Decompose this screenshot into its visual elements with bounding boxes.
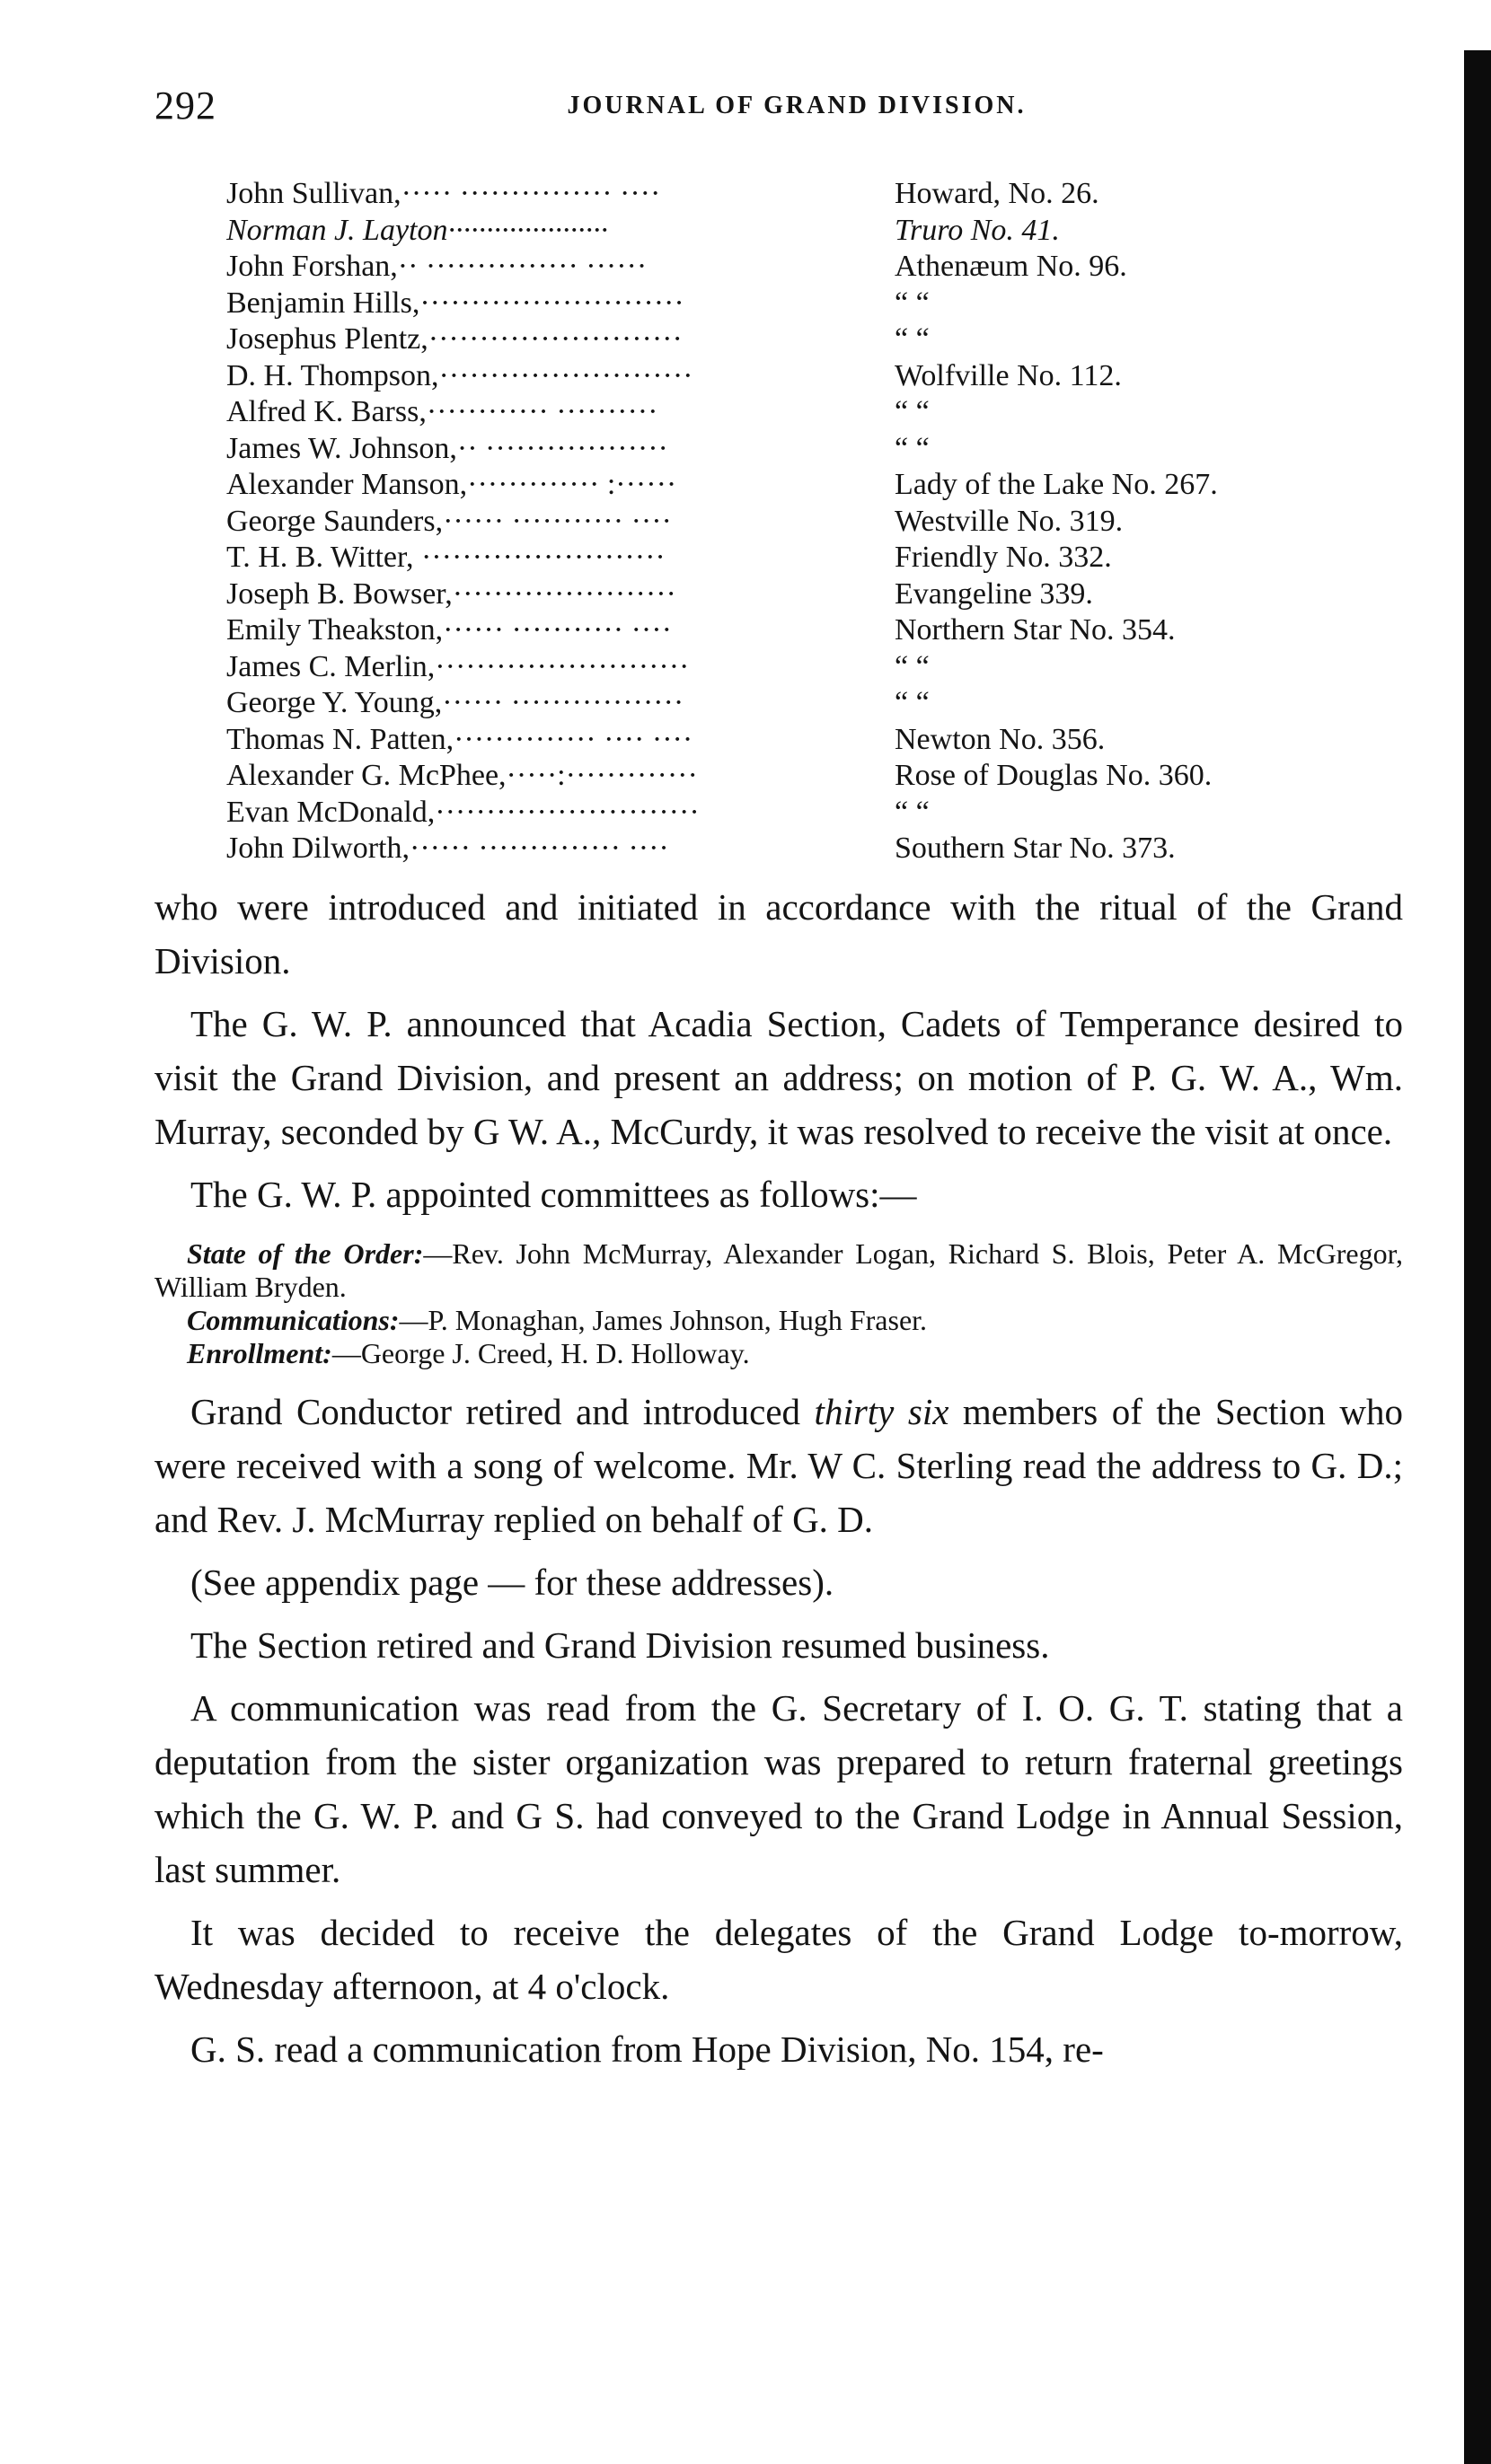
emphasis-thirty-six: thirty six bbox=[814, 1391, 949, 1432]
list-item bbox=[226, 286, 1349, 322]
paragraph-grand-conductor bbox=[154, 1385, 1403, 1546]
paragraph-appendix-note: (See appendix page — for these addresses). bbox=[190, 1562, 834, 1603]
committee-members: —George J. Creed, H. D. Holloway. bbox=[331, 1337, 750, 1369]
division-name: “ “ bbox=[895, 795, 930, 829]
division-name: “ “ bbox=[895, 649, 930, 683]
member-name: James W. Johnson,·· ·················· bbox=[226, 431, 668, 465]
paragraph-initiation: who were introduced and initiated in accordance with the ritual of the Grand Division. bbox=[154, 886, 1403, 981]
initiates-list bbox=[226, 176, 1349, 867]
list-item bbox=[226, 394, 1349, 431]
division-name: Newton No. 356. bbox=[895, 722, 1106, 756]
list-item bbox=[226, 176, 1349, 213]
division-name: “ “ bbox=[895, 431, 930, 465]
list-item bbox=[226, 358, 1349, 395]
text-run: Grand Conductor retired and introduced bbox=[190, 1391, 815, 1432]
member-name: James C. Merlin,························· bbox=[226, 649, 690, 683]
member-name: John Forshan,·· ··············· ······ bbox=[226, 250, 648, 283]
list-item bbox=[226, 758, 1349, 795]
division-name: Athenæum No. 96. bbox=[895, 250, 1127, 283]
list-item bbox=[226, 504, 1349, 541]
list-item bbox=[226, 249, 1349, 286]
member-name: D. H. Thompson,························· bbox=[226, 358, 693, 392]
member-name: John Dilworth,······ ·············· ···· bbox=[226, 832, 669, 865]
member-name: Thomas N. Patten,·············· ···· ···· bbox=[226, 722, 693, 756]
journal-body bbox=[154, 880, 1403, 2076]
member-name: Josephus Plentz,························· bbox=[226, 322, 683, 356]
member-name: Benjamin Hills,·························· bbox=[226, 286, 684, 320]
list-item bbox=[226, 321, 1349, 358]
division-name: “ “ bbox=[895, 322, 930, 356]
committees-list bbox=[154, 1237, 1403, 1370]
paragraph-iogt-communication: A communication was read from the G. Secretary of I. O. G. T. stating that a deputation from the sister organization was prepared to return fraternal greetings which the G. W. P. and G S. had conveyed to the Grand Lodge in Annual Session, last summer. bbox=[154, 1687, 1403, 1890]
committee-label: Enrollment: bbox=[187, 1337, 332, 1369]
committee-members: —P. Monaghan, James Johnson, Hugh Fraser. bbox=[399, 1304, 928, 1336]
list-item bbox=[226, 722, 1349, 759]
list-item bbox=[226, 576, 1349, 613]
member-name: John Sullivan,····· ··············· ···· bbox=[226, 177, 661, 210]
page-header bbox=[154, 83, 1403, 136]
paragraph-delegates-decision: It was decided to receive the delegates of the Grand Lodge to-morrow, Wednesday afternoon, at 4 o'clock. bbox=[154, 1912, 1403, 2007]
division-name: “ “ bbox=[895, 395, 930, 428]
list-item bbox=[226, 831, 1349, 867]
committee-communications bbox=[154, 1304, 1403, 1337]
member-name: T. H. B. Witter, ························ bbox=[226, 541, 666, 574]
division-name: Friendly No. 332. bbox=[895, 541, 1112, 574]
list-item bbox=[226, 649, 1349, 686]
division-name: Wolfville No. 112. bbox=[895, 358, 1122, 392]
paragraph-section-retired: The Section retired and Grand Division resumed business. bbox=[190, 1624, 1050, 1666]
division-name: “ “ bbox=[895, 686, 930, 719]
committee-label: State of the Order: bbox=[187, 1237, 424, 1270]
division-name: Truro No. 41. bbox=[895, 213, 1060, 247]
member-name: Alexander G. McPhee,·····:············· bbox=[226, 759, 698, 792]
committee-label: Communications: bbox=[187, 1304, 400, 1336]
text-run: members of the Section who were received with a song of welcome. Mr. W C. Sterling read the address to G. D.; and Rev. J. McMurray replied on behalf of G. D. bbox=[154, 1391, 1404, 1540]
list-item bbox=[226, 467, 1349, 504]
member-name: Joseph B. Bowser,······················ bbox=[226, 576, 676, 611]
list-item bbox=[226, 795, 1349, 832]
list-item bbox=[226, 540, 1349, 576]
division-name: Evangeline 339. bbox=[895, 576, 1093, 611]
division-name: Howard, No. 26. bbox=[895, 177, 1099, 210]
division-name: Rose of Douglas No. 360. bbox=[895, 759, 1213, 792]
committee-members: —Rev. John McMurray, Alexander Logan, Richard S. Blois, Peter A. McGregor, William Bryden. bbox=[154, 1237, 1404, 1303]
division-name: Northern Star No. 354. bbox=[895, 613, 1176, 647]
paragraph-acadia-section: The G. W. P. announced that Acadia Section, Cadets of Temperance desired to visit the Grand Division, and present an address; on motion of P. G. W. A., Wm. Murray, seconded by G W. A., McCurdy, it was resolved to receive the visit at once. bbox=[154, 1003, 1403, 1152]
page-edge-shadow bbox=[1464, 50, 1491, 2464]
division-name: “ “ bbox=[895, 286, 930, 320]
member-name: George Saunders,······ ··········· ···· bbox=[226, 504, 672, 538]
list-item bbox=[226, 431, 1349, 468]
committee-enrollment bbox=[154, 1337, 1403, 1370]
member-name: Emily Theakston,······ ··········· ···· bbox=[226, 613, 672, 647]
member-name: Norman J. Layton····················· bbox=[226, 213, 608, 247]
page-number: 292 bbox=[154, 84, 216, 128]
running-title: JOURNAL OF GRAND DIVISION. bbox=[567, 92, 1027, 119]
paragraph-committees-intro: The G. W. P. appointed committees as follows:— bbox=[190, 1174, 917, 1215]
member-name: Alfred K. Barss,············ ·········· bbox=[226, 395, 658, 428]
member-name: Evan McDonald,·························· bbox=[226, 795, 700, 829]
member-name: George Y. Young,······ ················· bbox=[226, 686, 684, 719]
committee-state-of-order bbox=[154, 1237, 1403, 1304]
member-name: Alexander Manson,············· :······ bbox=[226, 468, 677, 501]
list-item bbox=[226, 213, 1349, 250]
division-name: Lady of the Lake No. 267. bbox=[895, 468, 1218, 501]
division-name: Southern Star No. 373. bbox=[895, 832, 1176, 865]
list-item bbox=[226, 685, 1349, 722]
paragraph-hope-division: G. S. read a communication from Hope Division, No. 154, re- bbox=[190, 2028, 1104, 2070]
list-item bbox=[226, 612, 1349, 649]
division-name: Westville No. 319. bbox=[895, 504, 1124, 538]
